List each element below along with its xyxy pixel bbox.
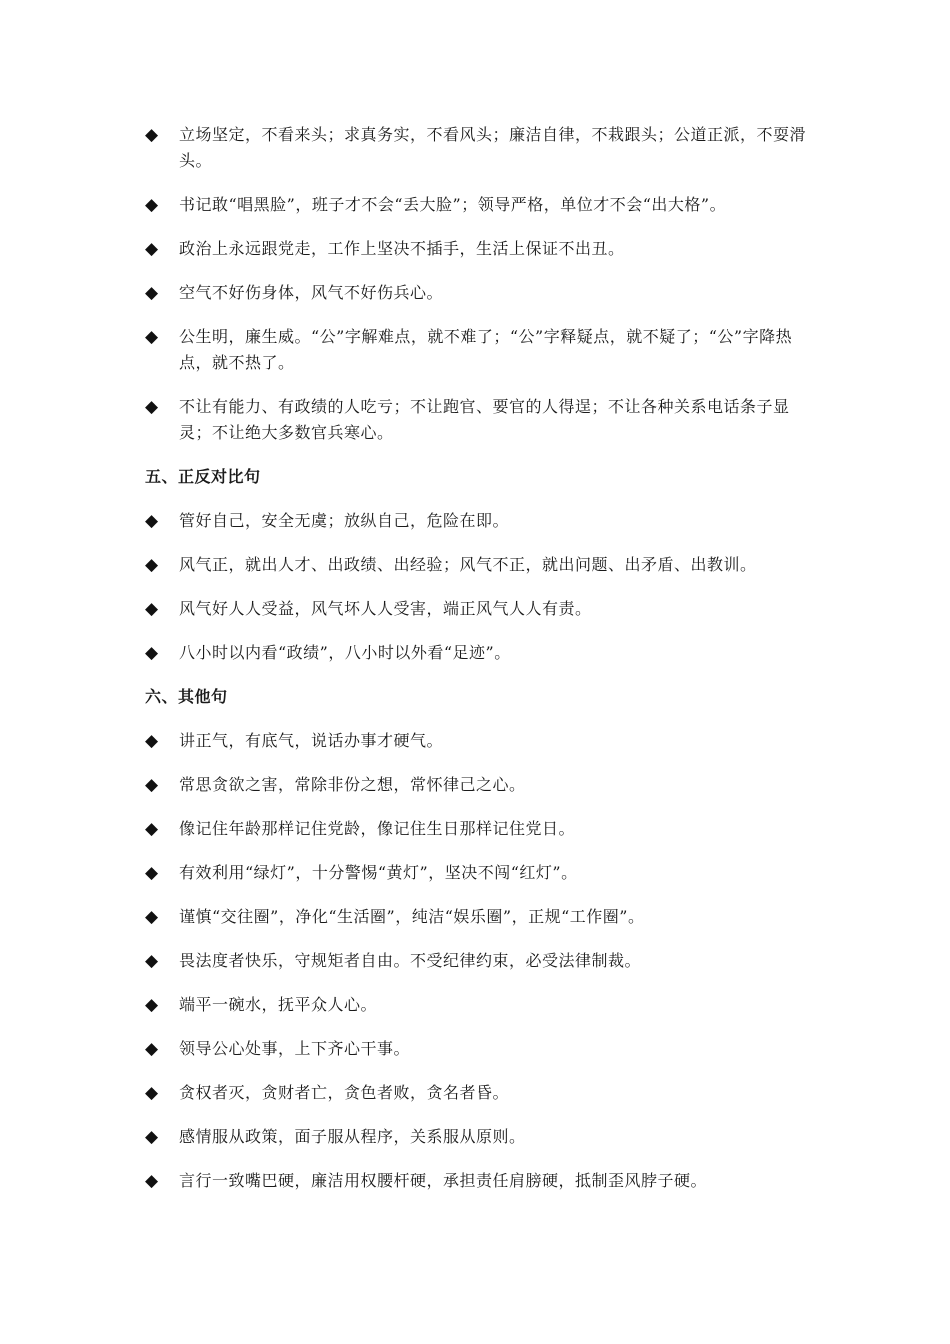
list-item-text: 政治上永远跟党走，工作上坚决不插手，生活上保证不出丑。 [179, 239, 625, 258]
section-heading-contrast: 五、正反对比句 [145, 467, 261, 486]
list-item [145, 192, 815, 218]
list-item [145, 1036, 815, 1062]
list-item-text: 感情服从政策，面子服从程序，关系服从原则。 [179, 1127, 526, 1146]
list-item [145, 640, 815, 666]
list-item-text: 端平一碗水，抚平众人心。 [179, 995, 378, 1014]
list-item-text: 八小时以内看“政绩”，八小时以外看“足迹”。 [179, 643, 511, 662]
list-item [145, 280, 815, 306]
diamond-bullet-icon: ◆ [145, 863, 159, 883]
list-item [145, 324, 815, 376]
diamond-bullet-icon: ◆ [145, 951, 159, 971]
list-item [145, 1080, 815, 1106]
list-item [145, 236, 815, 262]
diamond-bullet-icon: ◆ [145, 555, 159, 575]
list-item-text: 贪权者灭，贪财者亡，贪色者败，贪名者昏。 [179, 1083, 510, 1102]
list-item-text: 谨慎“交往圈”，净化“生活圈”，纯洁“娱乐圈”，正规“工作圈”。 [179, 907, 645, 926]
diamond-bullet-icon: ◆ [145, 125, 159, 145]
list-item [145, 948, 815, 974]
list-item [145, 122, 815, 174]
list-item [145, 552, 815, 578]
diamond-bullet-icon: ◆ [145, 1171, 159, 1191]
diamond-bullet-icon: ◆ [145, 327, 159, 347]
list-item-text: 领导公心处事，上下齐心干事。 [179, 1039, 411, 1058]
diamond-bullet-icon: ◆ [145, 1083, 159, 1103]
list-item [145, 1124, 815, 1150]
diamond-bullet-icon: ◆ [145, 397, 159, 417]
list-item-text: 言行一致嘴巴硬，廉洁用权腰杆硬，承担责任肩膀硬，抵制歪风脖子硬。 [179, 1171, 708, 1190]
list-item-text: 书记敢“唱黑脸”，班子才不会“丢大脸”；领导严格，单位才不会“出大格”。 [179, 195, 727, 214]
list-item-text: 空气不好伤身体，风气不好伤兵心。 [179, 283, 444, 302]
list-item-text: 常思贪欲之害，常除非份之想，常怀律己之心。 [179, 775, 526, 794]
diamond-bullet-icon: ◆ [145, 907, 159, 927]
list-item [145, 904, 815, 930]
list-item [145, 394, 815, 446]
list-item-text: 像记住年龄那样记住党龄，像记住生日那样记住党日。 [179, 819, 576, 838]
document-content [145, 122, 815, 1212]
section-heading-other: 六、其他句 [145, 687, 228, 706]
list-item-text: 风气正，就出人才、出政绩、出经验；风气不正，就出问题、出矛盾、出教训。 [179, 555, 757, 574]
list-item-text: 管好自己，安全无虞；放纵自己，危险在即。 [179, 511, 510, 530]
diamond-bullet-icon: ◆ [145, 731, 159, 751]
diamond-bullet-icon: ◆ [145, 195, 159, 215]
list-item-text: 不让有能力、有政绩的人吃亏；不让跑官、要官的人得逞；不让各种关系电话条子显灵；不让绝大多数官兵寒心。 [179, 397, 790, 442]
list-item-text: 立场坚定，不看来头；求真务实，不看风头；廉洁自律，不栽跟头；公道正派，不耍滑头。 [179, 125, 807, 170]
list-item [145, 596, 815, 622]
diamond-bullet-icon: ◆ [145, 995, 159, 1015]
list-item-text: 讲正气，有底气，说话办事才硬气。 [179, 731, 444, 750]
diamond-bullet-icon: ◆ [145, 775, 159, 795]
list-item-text: 公生明，廉生威。“公”字解难点，就不难了；“公”字释疑点，就不疑了；“公”字降热点，就不热了。 [179, 327, 793, 372]
list-item [145, 992, 815, 1018]
list-item [145, 860, 815, 886]
diamond-bullet-icon: ◆ [145, 239, 159, 259]
diamond-bullet-icon: ◆ [145, 511, 159, 531]
diamond-bullet-icon: ◆ [145, 1127, 159, 1147]
diamond-bullet-icon: ◆ [145, 599, 159, 619]
list-item [145, 728, 815, 754]
list-item-text: 畏法度者快乐，守规矩者自由。不受纪律约束，必受法律制裁。 [179, 951, 642, 970]
diamond-bullet-icon: ◆ [145, 643, 159, 663]
list-item [145, 816, 815, 842]
diamond-bullet-icon: ◆ [145, 283, 159, 303]
list-item [145, 508, 815, 534]
list-item-text: 有效利用“绿灯”，十分警惕“黄灯”，坚决不闯“红灯”。 [179, 863, 578, 882]
list-item [145, 772, 815, 798]
list-item [145, 1168, 815, 1194]
list-item-text: 风气好人人受益，风气坏人人受害，端正风气人人有责。 [179, 599, 592, 618]
diamond-bullet-icon: ◆ [145, 1039, 159, 1059]
diamond-bullet-icon: ◆ [145, 819, 159, 839]
